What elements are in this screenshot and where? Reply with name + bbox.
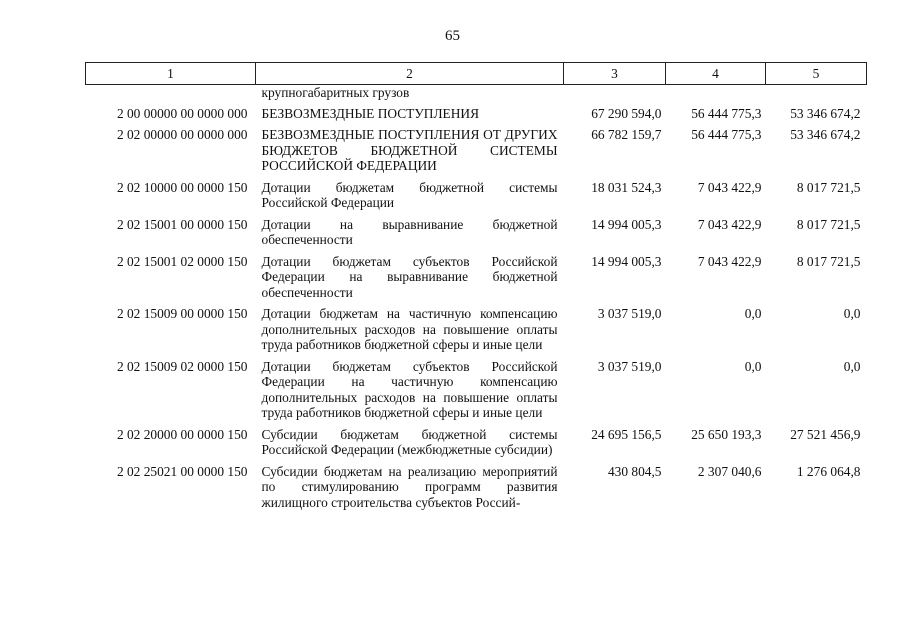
budget-code: 2 02 25021 00 0000 150 (116, 463, 248, 479)
budget-revenue-table (85, 62, 867, 510)
revenue-name: Дотации на выравнивание бюджетной обеспеченности (261, 216, 558, 247)
continuation-row (86, 85, 867, 106)
revenue-name: Дотации бюджетам бюджетной системы Российской Федерации (261, 179, 558, 210)
amount-year-2: 56 444 775,3 (691, 127, 762, 142)
amount-year-3: 1 276 064,8 (796, 463, 861, 479)
revenue-name: БЕЗВОЗМЕЗДНЫЕ ПОСТУПЛЕНИЯ ОТ ДРУГИХ БЮДЖЕТОВ БЮДЖЕТНОЙ СИСТЕМЫ РОССИЙСКОЙ ФЕДЕРАЦИИ (261, 127, 558, 173)
revenue-name: крупногабаритных грузов (261, 85, 410, 100)
table-row (86, 106, 867, 128)
revenue-name: Дотации бюджетам субъектов Российской Федерации на выравнивание бюджетной обеспеченности (261, 253, 558, 300)
amount-year-3: 0,0 (843, 358, 861, 374)
amount-year-1: 24 695 156,5 (591, 426, 662, 442)
amount-year-1: 3 037 519,0 (597, 358, 662, 374)
amount-year-1: 66 782 159,7 (591, 127, 662, 142)
table-row (86, 359, 867, 427)
column-header-5: 5 (766, 63, 867, 85)
budget-code: 2 02 15001 00 0000 150 (116, 216, 248, 232)
budget-code: 2 02 15009 02 0000 150 (116, 358, 248, 374)
amount-year-1: 14 994 005,3 (591, 253, 662, 269)
budget-code: 2 02 20000 00 0000 150 (116, 426, 248, 442)
amount-year-2: 7 043 422,9 (697, 253, 762, 269)
amount-year-2: 0,0 (744, 306, 762, 321)
budget-code: 2 02 15009 00 0000 150 (116, 306, 248, 321)
amount-year-1: 3 037 519,0 (597, 306, 662, 321)
amount-year-2: 2 307 040,6 (697, 463, 762, 479)
table-row (86, 217, 867, 254)
amount-year-1: 18 031 524,3 (591, 179, 662, 195)
amount-year-3: 8 017 721,5 (796, 179, 861, 195)
revenue-name: Дотации бюджетам субъектов Российской Федерации на частичную компенсацию дополнительных расходов на повышение оплаты труда работников бюджетной сферы и иные цели (261, 358, 558, 420)
amount-year-2: 56 444 775,3 (691, 105, 762, 121)
amount-year-3: 8 017 721,5 (796, 253, 861, 269)
amount-year-1: 430 804,5 (607, 463, 662, 479)
column-header-2: 2 (256, 63, 564, 85)
amount-year-2 (666, 85, 766, 106)
table-row (86, 306, 867, 359)
amount-year-1: 14 994 005,3 (591, 216, 662, 232)
amount-year-2: 0,0 (744, 358, 762, 374)
amount-year-1: 67 290 594,0 (591, 105, 662, 121)
amount-year-2: 7 043 422,9 (697, 179, 762, 195)
amount-year-3: 8 017 721,5 (796, 216, 861, 232)
table-row (86, 464, 867, 511)
amount-year-3: 53 346 674,2 (790, 127, 861, 142)
column-header-1: 1 (86, 63, 256, 85)
amount-year-2: 25 650 193,3 (691, 426, 762, 442)
revenue-name: БЕЗВОЗМЕЗДНЫЕ ПОСТУПЛЕНИЯ (261, 105, 479, 121)
budget-code: 2 02 10000 00 0000 150 (116, 179, 248, 195)
revenue-name: Дотации бюджетам на частичную компенсацию дополнительных расходов на повышение оплаты труда работников бюджетной сферы и иные цели (261, 306, 558, 352)
budget-code: 2 02 00000 00 0000 000 (116, 127, 248, 142)
column-header-3: 3 (564, 63, 666, 85)
column-number-header-row (86, 63, 867, 85)
amount-year-3: 53 346 674,2 (790, 105, 861, 121)
amount-year-3: 27 521 456,9 (790, 426, 861, 442)
table-row (86, 127, 867, 180)
budget-code: 2 00 00000 00 0000 000 (116, 105, 248, 121)
table-row (86, 254, 867, 307)
column-header-4: 4 (666, 63, 766, 85)
budget-code (86, 85, 256, 106)
amount-year-2: 7 043 422,9 (697, 216, 762, 232)
amount-year-3 (766, 85, 867, 106)
amount-year-1 (564, 85, 666, 106)
revenue-name: Субсидии бюджетам бюджетной системы Российской Федерации (межбюджетные субсидии) (261, 426, 558, 457)
budget-code: 2 02 15001 02 0000 150 (116, 253, 248, 269)
page-number: 65 (445, 28, 460, 44)
table-row (86, 427, 867, 464)
revenue-name: Субсидии бюджетам на реализацию мероприятий по стимулированию программ развития жилищного строительства субъектов Россий- (261, 463, 558, 510)
table-row (86, 180, 867, 217)
amount-year-3: 0,0 (843, 306, 861, 321)
